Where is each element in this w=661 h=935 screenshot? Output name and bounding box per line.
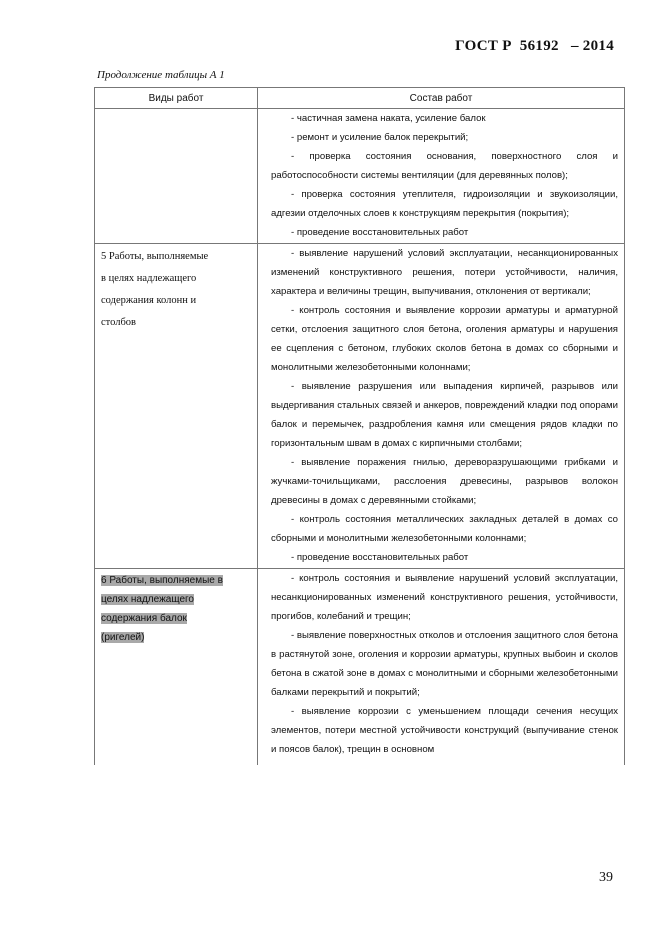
standard-header: ГОСТ Р 56192 – 2014 <box>455 38 614 54</box>
list-item: - выявление разрушения или выпадения кирпичей, разрывов или выдергивания стальных связей и анкеров, повреждений кладки под опорами балок и перемычек, раздробления камня или смещения рядов кладки по горизонтальным швам в домах с кирпичными столбами; <box>271 381 618 449</box>
list-item: - проверка состояния основания, поверхностного слоя и работоспособности системы вентиляции (для деревянных полов); <box>271 151 618 181</box>
list-item: - проведение восстановительных работ <box>291 552 469 563</box>
table-continuation-caption: Продолжение таблицы А 1 <box>97 69 225 81</box>
work-type-line: столбов <box>101 317 137 328</box>
work-type-line: целях надлежащего <box>101 594 194 605</box>
list-item: - контроль состояния и выявление коррозии арматуры и арматурной сетки, отслоения защитного слоя бетона, оголения арматуры и нарушения ее сцепления с бетоном, глубоких сколов бетона в домах со сборными и монолитными железобетонными колоннами; <box>271 305 618 373</box>
list-item: - контроль состояния и выявление нарушений условий эксплуатации, несанкционированных изменений конструктивного решения, устойчивости, прогибов, колебаний и трещин; <box>271 573 618 622</box>
list-item: - выявление поверхностных отколов и отслоения защитного слоя бетона в растянутой зоне, оголения и коррозии арматуры, крупных выбоин и сколов бетона в сжатой зоне в домах с монолитными и сборными железобетонными балками перекрытий и покрытий; <box>271 630 618 698</box>
column-header-work-types: Виды работ <box>95 88 258 109</box>
list-item: - проведение восстановительных работ <box>291 227 469 238</box>
list-item: - выявление поражения гнилью, дереворазрушающими грибками и жучками-точильщиками, расслоения древесины, разрывов волокон древесины в домах с деревянными стойками; <box>271 457 618 506</box>
work-type-line: содержания колонн и <box>101 295 197 306</box>
works-table <box>94 87 625 765</box>
work-type-line: в целях надлежащего <box>101 273 197 284</box>
work-type-line: содержания балок <box>101 613 187 624</box>
table-row <box>95 109 625 244</box>
list-item: - контроль состояния металлических закладных деталей в домах со сборными и монолитными железобетонными колоннами; <box>271 514 618 544</box>
list-item: - частичная замена наката, усиление балок <box>291 113 486 124</box>
table-row <box>95 569 625 766</box>
work-type-cell <box>95 109 258 244</box>
work-composition-cell <box>258 244 625 569</box>
list-item: - проверка состояния утеплителя, гидроизоляции и звукоизоляции, адгезии отделочных слоев к конструкциям перекрытия (покрытия); <box>271 189 618 219</box>
work-type-line: (ригелей) <box>101 632 145 643</box>
work-type-cell <box>95 569 258 766</box>
work-composition-cell <box>258 109 625 244</box>
work-type-cell <box>95 244 258 569</box>
table-header-row <box>95 88 625 109</box>
list-item: - выявление коррозии с уменьшением площади сечения несущих элементов, потери местной устойчивости конструкций (выпучивание стенок и поясов балок), трещин в основном <box>271 706 618 755</box>
list-item: - выявление нарушений условий эксплуатации, несанкционированных изменений конструктивного решения, потери устойчивости, наличия, характера и величины трещин, выпучивания, отклонения от вертикали; <box>271 248 618 297</box>
column-header-work-composition: Состав работ <box>258 88 625 109</box>
work-composition-cell <box>258 569 625 766</box>
table-row <box>95 244 625 569</box>
work-type-line: 5 Работы, выполняемые <box>101 251 209 262</box>
page-number: 39 <box>599 870 613 885</box>
list-item: - ремонт и усиление балок перекрытий; <box>291 132 469 143</box>
work-type-line: 6 Работы, выполняемые в <box>101 575 223 586</box>
